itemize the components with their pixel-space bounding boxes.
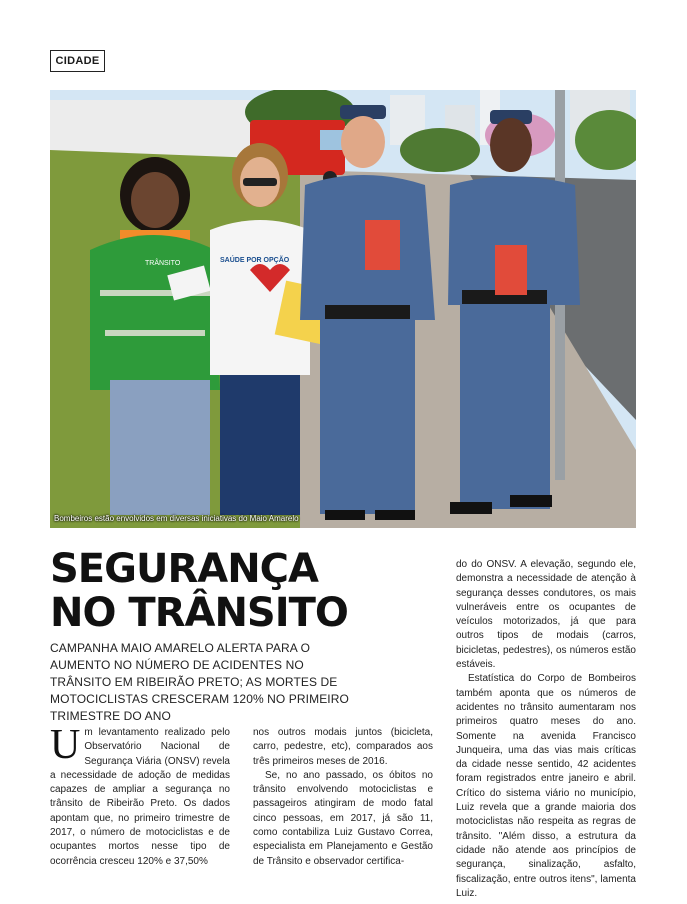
paragraph-text: m levantamento realizado pelo Observatório Nacional de Segurança Viária (ONSV) revela a necessidade de adoção de medidas capazes de ampliar a segurança no trânsito de Ribeirão Preto. Os dados apontam que, no primeiro trimestre de 2017, o número de motociclistas e de ocupantes mortos nesse tipo de ocorrência cresceu 120% e 37,50% bbox=[50, 727, 230, 867]
paragraph: nos outros modais juntos (bicicleta, carro, pedestre, etc), comparados aos três primeiros meses de 2016. bbox=[253, 727, 433, 767]
paragraph bbox=[50, 722, 230, 869]
photo-illustration bbox=[50, 90, 636, 528]
shirt-text: SAÚDE POR OPÇÃO bbox=[220, 257, 290, 264]
paragraph: do do ONSV. A elevação, segundo ele, demonstra a necessidade de atenção à segurança desses condutores, os mais vulneráveis entre os ocupantes de veículos motorizados, já que para outros tipos de modais (carros, bicicletas, pedestres), os números estão estáveis. bbox=[456, 559, 636, 671]
paragraph: Estatística do Corpo de Bombeiros também aponta que os números de acidentes no trânsito aumentaram nos primeiros quatro meses do ano. Somente na avenida Francisco Junqueira, uma das vias mais críticas da cidade nesse sentido, 42 acidentes foram registrados entre janeiro e abril. Crítico do sistema viário no município, Luiz revela que a grande maioria dos motociclistas não respeita as regras de trânsito. "Além disso, a estrutura da cidade não atende aos princípios de segurança, sinalização, asfalto, fiscalização, entre outros itens", lamenta Luiz. bbox=[456, 673, 636, 899]
headline bbox=[50, 547, 370, 635]
drop-cap: U bbox=[50, 722, 81, 768]
body-column-3 bbox=[456, 558, 636, 901]
article-photo bbox=[50, 90, 636, 528]
body-column-1 bbox=[50, 722, 230, 869]
body-column-2 bbox=[253, 726, 433, 869]
paragraph: Se, no ano passado, os óbitos no trânsito envolvendo motociclistas e passageiros atingiram de modo fatal cinco pessoas, em 2017, já são 11, como contabiliza Luiz Gustavo Correa, especialista em Planejamento e Gestão de Trânsito e observador certifica- bbox=[253, 769, 433, 867]
subhead: CAMPANHA MAIO AMARELO ALERTA PARA O AUMENTO NO NÚMERO DE ACIDENTES NO TRÂNSITO EM RIBEIRÃO PRETO; AS MORTES DE MOTOCICLISTAS CRESCERAM 120% NO PRIMEIRO TRIMESTRE DO ANO bbox=[50, 641, 349, 723]
photo-caption: Bombeiros estão envolvidos em diversas iniciativas do Maio Amarelo bbox=[54, 514, 299, 523]
headline-line-1: SEGURANÇA bbox=[50, 546, 318, 592]
headline-line-2: NO TRÂNSITO bbox=[50, 590, 348, 636]
section-tag: CIDADE bbox=[50, 50, 105, 72]
vest-text: TRÂNSITO bbox=[145, 260, 181, 267]
